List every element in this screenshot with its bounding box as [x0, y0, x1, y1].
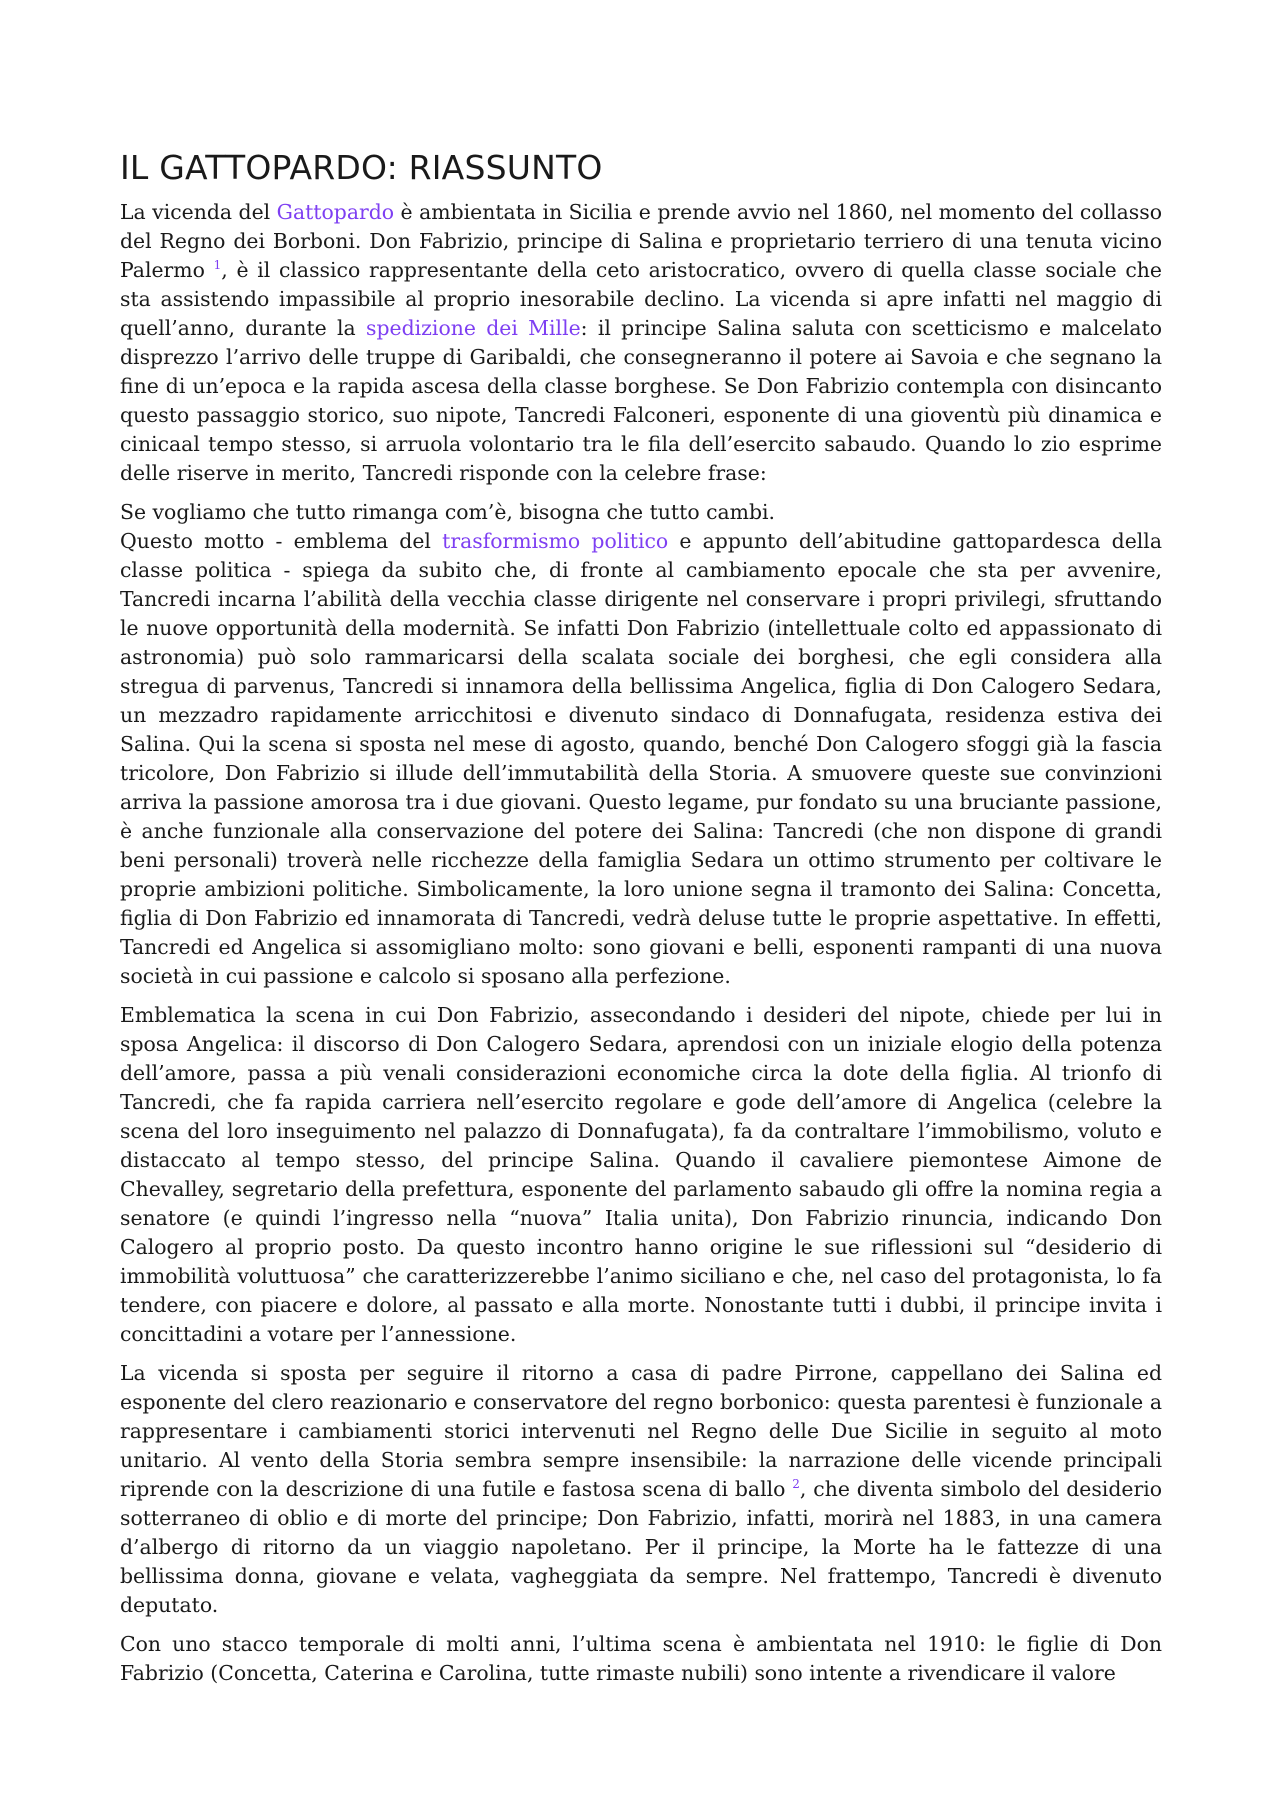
paragraph-2-text-b: e appunto dell’abitudine gattopardesca della classe politica - spiega da subito che, di fronte al cambiamento epocale che sta per avvenire, Tancredi incarna l’abilità della vecchia classe dirigente nel conservare i propri privilegi, sfruttando le nuove opportunità della modernità. Se infatti Don Fabrizio (intellettuale colto ed appassionato di astronomia) può solo rammaricarsi della scalata sociale dei borghesi, che egli considera alla stregua di parvenus, Tancredi si innamora della bellissima Angelica, figlia di Don Calogero Sedara, un mezzadro rapidamente arricchitosi e divenuto sindaco di Donnafugata, residenza estiva dei Salina. Qui la scena si sposta nel mese di agosto, quando, benché Don Calogero sfoggi già la fascia tricolore, Don Fabrizio si illude dell’immutabilità della Storia. A smuovere queste sue convinzioni arriva la passione amorosa tra i due giovani. Questo legame, pur fondato su una bruciante passione, è anche funzionale alla conservazione del potere dei Salina: Tancredi (che non dispone di grandi beni personali) troverà nelle ricchezze della famiglia Sedara un ottimo strumento per coltivare le proprie ambizioni politiche. Simbolicamente, la loro unione segna il tramonto dei Salina: Concetta, figlia di Don Fabrizio ed innamorata di Tancredi, vedrà deluse tutte le proprie aspettative. In effetti, Tancredi ed Angelica si assomigliano molto: sono giovani e belli, esponenti rampanti di una nuova società in cui passione e calcolo si sposano alla perfezione. [120, 529, 1162, 988]
motto-quote: Se vogliamo che tutto rimanga com’è, bisogna che tutto cambi. [120, 500, 776, 524]
document-page [120, 148, 1162, 1698]
paragraph-1-text-c: , è il classico rappresentante della ceto aristocratico, ovvero di quella classe sociale che sta assistendo impassibile al proprio inesorabile declino. La vicenda si apre infatti nel maggio di quell’anno, durante la [120, 258, 1162, 340]
paragraph-1-text-d: : il principe Salina saluta con scetticismo e malcelato disprezzo l’arrivo delle truppe di Garibaldi, che consegneranno il potere ai Savoia e che segnano la fine di un’epoca e la rapida ascesa della classe borghese. Se Don Fabrizio contempla con disincanto questo passaggio storico, suo nipote, Tancredi Falconeri, esponente di una gioventù più dinamica e cinicaal tempo stesso, si arruola volontario tra le fila dell’esercito sabaudo. Quando lo zio esprime delle riserve in merito, Tancredi risponde con la celebre frase: [120, 316, 1162, 485]
paragraph-1 [120, 198, 1162, 488]
paragraph-1-text-b: è ambientata in Sicilia e prende avvio nel 1860, nel momento del collasso del Regno dei Borboni. Don Fabrizio, principe di Salina e proprietario terriero di una tenuta vicino Palermo [120, 200, 1162, 282]
footnote-2-link[interactable]: 2 [792, 1477, 800, 1491]
paragraph-4-text-a: La vicenda si sposta per seguire il ritorno a casa di padre Pirrone, cappellano dei Salina ed esponente del clero reazionario e conservatore del regno borbonico: questa parentesi è funzionale a rappresentare i cambiamenti storici intervenuti nel Regno delle Due Sicilie in seguito al moto unitario. Al vento della Storia sembra sempre insensibile: la narrazione delle vicende principali riprende con la descrizione di una futile e fastosa scena di ballo [120, 1361, 1162, 1501]
footnote-2-marker [792, 1477, 800, 1491]
paragraph-4 [120, 1359, 1162, 1620]
paragraph-2 [120, 527, 1162, 991]
paragraph-4-text-b: , che diventa simbolo del desiderio sotterraneo di oblio e di morte del principe; Don Fabrizio, infatti, morirà nel 1883, in una camera d’albergo di ritorno da un viaggio napoletano. Per il principe, la Morte ha le fattezze di una bellissima donna, giovane e velata, vagheggiata da sempre. Nel frattempo, Tancredi è divenuto deputato. [120, 1477, 1162, 1617]
trasformismo-politico-link[interactable]: trasformismo politico [442, 529, 669, 553]
paragraph-1-text-a: La vicenda del [120, 200, 277, 224]
gattopardo-link[interactable]: Gattopardo [276, 200, 395, 224]
paragraph-2-text-a: Questo motto - emblema del [120, 529, 443, 553]
footnote-1-link[interactable]: 1 [213, 258, 222, 272]
page-title: IL GATTOPARDO: RIASSUNTO [120, 148, 603, 187]
paragraph-3: Emblematica la scena in cui Don Fabrizio, assecondando i desideri del nipote, chiede per lui in sposa Angelica: il discorso di Don Calogero Sedara, aprendosi con un iniziale elogio della potenza dell’amore, passa a più venali considerazioni economiche circa la dote della figlia. Al trionfo di Tancredi, che fa rapida carriera nell’esercito regolare e gode dell’amore di Angelica (celebre la scena del loro inseguimento nel palazzo di Donnafugata), fa da contraltare l’immobilismo, voluto e distaccato al tempo stesso, del principe Salina. Quando il cavaliere piemontese Aimone de Chevalley, segretario della prefettura, esponente del parlamento sabaudo gli offre la nomina regia a senatore (e quindi l’ingresso nella “nuova” Italia unita), Don Fabrizio rinuncia, indicando Don Calogero al proprio posto. Da questo incontro hanno origine le sue riflessioni sul “desiderio di immobilità voluttuosa” che caratterizzerebbe l’animo siciliano e che, nel caso del protagonista, lo fa tendere, con piacere e dolore, al passato e alla morte. Nonostante tutti i dubbi, il principe invita i concittadini a votare per l’annessione. [120, 1003, 1162, 1346]
paragraph-5: Con uno stacco temporale di molti anni, l’ultima scena è ambientata nel 1910: le figlie di Don Fabrizio (Concetta, Caterina e Carolina, tutte rimaste nubili) sono intente a rivendicare il valore [120, 1632, 1162, 1685]
spedizione-dei-mille-link[interactable]: spedizione dei Mille [366, 316, 581, 340]
